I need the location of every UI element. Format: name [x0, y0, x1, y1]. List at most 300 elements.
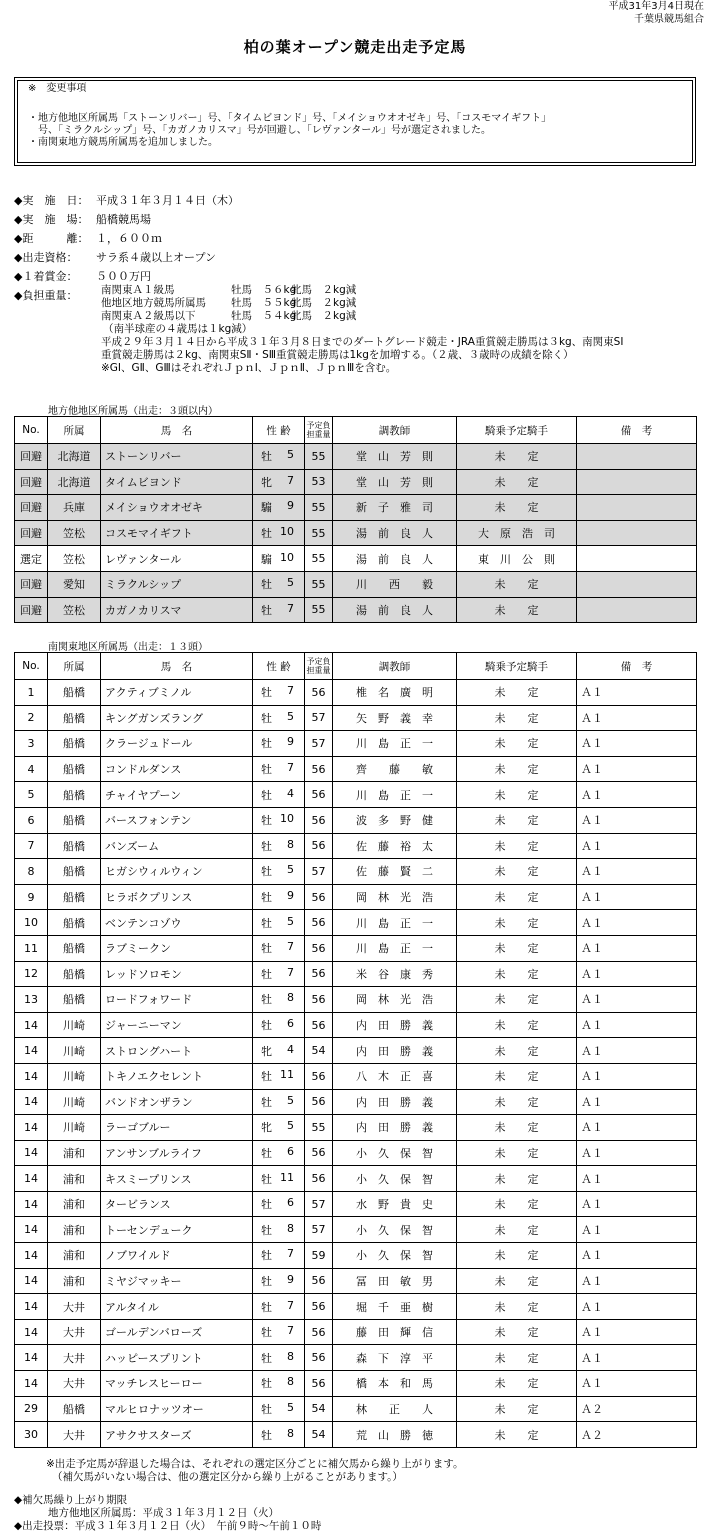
substitute-note-line: ※出走予定馬が辞退した場合は、それぞれの選定区分ごとに補欠馬から繰り上がります。	[46, 1458, 464, 1470]
deadline-line: 地方他地区所属馬：平成３１年３月１２日（火）	[48, 1507, 279, 1519]
cell-horse-name: バースフォンテン	[101, 807, 253, 833]
cell-sex-age	[253, 1422, 305, 1448]
cell-sex-age	[253, 833, 305, 859]
cell-affiliation: 浦和	[48, 1166, 101, 1192]
info-row	[14, 210, 239, 229]
cell-jockey: 未 定	[457, 935, 577, 961]
cell-weight: 56	[305, 1345, 333, 1371]
table-row	[15, 1012, 697, 1038]
cell-sex-age	[253, 1345, 305, 1371]
sex: 牡	[261, 993, 272, 1007]
cell-affiliation: 大井	[48, 1319, 101, 1345]
cell-weight: 56	[305, 1140, 333, 1166]
cell-horse-name: トキノエクセレント	[101, 1063, 253, 1089]
cell-remarks: Ａ２	[577, 1422, 697, 1448]
table-row	[15, 756, 697, 782]
cell-no: 3	[15, 731, 48, 757]
table-row	[15, 1140, 697, 1166]
cell-remarks: Ａ１	[577, 910, 697, 936]
cell-jockey: 未 定	[457, 833, 577, 859]
cell-remarks: Ａ１	[577, 987, 697, 1013]
cell-sex-age	[253, 782, 305, 808]
cell-weight: 56	[305, 756, 333, 782]
cell-remarks: Ａ１	[577, 1371, 697, 1397]
cell-remarks: Ａ１	[577, 1243, 697, 1269]
cell-affiliation: 川崎	[48, 1012, 101, 1038]
cell-affiliation: 船橋	[48, 961, 101, 987]
cell-jockey: 未 定	[457, 495, 577, 521]
cell-trainer: 冨 田 敏 男	[333, 1268, 457, 1294]
cell-weight: 55	[305, 1115, 333, 1141]
table-row	[15, 495, 697, 521]
cell-jockey: 未 定	[457, 731, 577, 757]
cell-jockey: 未 定	[457, 1319, 577, 1345]
cell-affiliation: 船橋	[48, 782, 101, 808]
cell-trainer: 椎 名 廣 明	[333, 680, 457, 706]
sex: 騸	[261, 552, 272, 566]
substitute-note-line: （補欠馬がいない場合は、他の選定区分から繰り上がることがあります。）	[52, 1471, 403, 1483]
age: 5	[287, 576, 294, 590]
table-header-row	[15, 653, 697, 680]
table-row	[15, 1063, 697, 1089]
cell-trainer: 湯 前 良 人	[333, 520, 457, 546]
cell-weight: 59	[305, 1243, 333, 1269]
cell-trainer: 内 田 勝 義	[333, 1115, 457, 1141]
cell-jockey: 未 定	[457, 1063, 577, 1089]
cell-trainer: 佐 藤 賢 二	[333, 859, 457, 885]
table-row	[15, 1243, 697, 1269]
sex: 牡	[261, 578, 272, 592]
cell-weight: 57	[305, 1191, 333, 1217]
cell-no: 回避	[15, 571, 48, 597]
burden-class: 南関東Ａ１級馬	[101, 284, 175, 296]
cell-jockey: 未 定	[457, 444, 577, 470]
cell-trainer: 湯 前 良 人	[333, 597, 457, 623]
table-row	[15, 731, 697, 757]
info-value: 平成３１年３月１４日（木）	[96, 194, 239, 207]
notice-line: ・南関東地方競馬所属馬を追加しました。	[28, 137, 218, 148]
cell-jockey: 未 定	[457, 1268, 577, 1294]
cell-affiliation: 大井	[48, 1422, 101, 1448]
cell-trainer: 八 木 正 喜	[333, 1063, 457, 1089]
cell-no: 14	[15, 1115, 48, 1141]
burden-class: 他地区地方競馬所属馬	[101, 297, 206, 309]
col-jockey: 騎乗予定騎手	[457, 653, 577, 680]
col-trainer: 調教師	[333, 653, 457, 680]
cell-trainer: 藤 田 輝 信	[333, 1319, 457, 1345]
cell-sex-age	[253, 495, 305, 521]
deadlines	[14, 1494, 321, 1533]
cell-no: 14	[15, 1319, 48, 1345]
cell-horse-name: キングガンズラング	[101, 705, 253, 731]
burden-male: 牡馬 ５６kg	[231, 284, 297, 296]
cell-affiliation: 船橋	[48, 1396, 101, 1422]
col-remarks: 備 考	[577, 653, 697, 680]
sex: 牡	[261, 1095, 272, 1109]
cell-remarks	[577, 495, 697, 521]
cell-sex-age	[253, 705, 305, 731]
age: 10	[280, 525, 294, 539]
cell-jockey: 大 原 浩 司	[457, 520, 577, 546]
cell-horse-name: ヒラボクプリンス	[101, 884, 253, 910]
info-value: １，６００ｍ	[96, 232, 162, 245]
age: 8	[287, 1221, 294, 1235]
cell-affiliation: 船橋	[48, 705, 101, 731]
cell-trainer: 林 正 人	[333, 1396, 457, 1422]
info-label: ◆負担重量：	[14, 289, 78, 302]
cell-remarks: Ａ１	[577, 1166, 697, 1192]
cell-horse-name: カガノカリスマ	[101, 597, 253, 623]
cell-affiliation: 兵庫	[48, 495, 101, 521]
cell-horse-name: アルタイル	[101, 1294, 253, 1320]
cell-weight: 54	[305, 1396, 333, 1422]
cell-weight: 56	[305, 1294, 333, 1320]
cell-weight: 56	[305, 1063, 333, 1089]
current-date: 平成31年3月4日現在	[608, 1, 704, 12]
cell-weight: 56	[305, 1089, 333, 1115]
cell-horse-name: チャイヤプーン	[101, 782, 253, 808]
table-row	[15, 910, 697, 936]
sex: 牡	[261, 865, 272, 879]
age: 5	[287, 1119, 294, 1133]
col-trainer: 調教師	[333, 417, 457, 444]
sex: 牡	[261, 1070, 272, 1084]
cell-no: 回避	[15, 520, 48, 546]
notice-line: 号、「ミラクルシップ」号、「カガノカリスマ」号が回避し、「レヴァンタール」号が選定されました。	[38, 125, 492, 136]
table-row	[15, 1089, 697, 1115]
change-notice-box	[14, 77, 696, 166]
cell-jockey: 未 定	[457, 1422, 577, 1448]
cell-trainer: 森 下 淳 平	[333, 1345, 457, 1371]
cell-no: 選定	[15, 546, 48, 572]
table-row	[15, 1166, 697, 1192]
cell-sex-age	[253, 1012, 305, 1038]
sex: 牡	[261, 527, 272, 541]
cell-no: 回避	[15, 469, 48, 495]
info-label: ◆実 施 日：	[14, 194, 89, 207]
cell-no: 12	[15, 961, 48, 987]
cell-horse-name: ノブワイルド	[101, 1243, 253, 1269]
table-row	[15, 1319, 697, 1345]
cell-trainer: 川 西 毅	[333, 571, 457, 597]
cell-sex-age	[253, 1371, 305, 1397]
cell-trainer: 湯 前 良 人	[333, 546, 457, 572]
cell-jockey: 未 定	[457, 1115, 577, 1141]
table-row	[15, 597, 697, 623]
cell-horse-name: ベンテンコゾウ	[101, 910, 253, 936]
cell-no: 6	[15, 807, 48, 833]
cell-remarks: Ａ１	[577, 1191, 697, 1217]
col-weight-line2: 担重量	[306, 666, 331, 675]
cell-trainer: 小 久 保 智	[333, 1217, 457, 1243]
cell-affiliation: 大井	[48, 1345, 101, 1371]
cell-no: 14	[15, 1345, 48, 1371]
cell-trainer: 佐 藤 裕 太	[333, 833, 457, 859]
col-no: No.	[15, 653, 48, 680]
cell-affiliation: 笠松	[48, 546, 101, 572]
cell-trainer: 堀 千 亜 樹	[333, 1294, 457, 1320]
cell-remarks: Ａ１	[577, 1115, 697, 1141]
info-value: ５００万円	[96, 270, 151, 283]
cell-remarks: Ａ１	[577, 1063, 697, 1089]
sex: 牡	[261, 1223, 272, 1237]
table-row	[15, 859, 697, 885]
table-row	[15, 935, 697, 961]
cell-horse-name: アサクサスターズ	[101, 1422, 253, 1448]
notice-title: ※ 変更事項	[28, 83, 87, 94]
cell-horse-name: コンドルダンス	[101, 756, 253, 782]
cell-affiliation: 川崎	[48, 1115, 101, 1141]
cell-no: 回避	[15, 495, 48, 521]
cell-no: 13	[15, 987, 48, 1013]
cell-sex-age	[253, 1140, 305, 1166]
age: 7	[287, 1298, 294, 1312]
cell-remarks: Ａ１	[577, 833, 697, 859]
cell-remarks: Ａ１	[577, 705, 697, 731]
cell-horse-name: ミラクルシップ	[101, 571, 253, 597]
cell-horse-name: ハッピースプリント	[101, 1345, 253, 1371]
cell-horse-name: マッチレスヒーロー	[101, 1371, 253, 1397]
col-weight-line2: 担重量	[306, 430, 331, 439]
cell-jockey: 未 定	[457, 597, 577, 623]
cell-horse-name: ゴールデンバローズ	[101, 1319, 253, 1345]
cell-sex-age	[253, 1396, 305, 1422]
burden-note: 平成２９年３月１４日から平成３１年３月８日までのダートグレード競走・JRA重賞競走勝馬は３kg、南関東SI	[101, 336, 624, 348]
cell-trainer: 新 子 雅 司	[333, 495, 457, 521]
age: 7	[287, 473, 294, 487]
cell-trainer: 堂 山 芳 則	[333, 469, 457, 495]
cell-weight: 56	[305, 1166, 333, 1192]
age: 8	[287, 1375, 294, 1389]
table-row	[15, 680, 697, 706]
cell-jockey: 未 定	[457, 1140, 577, 1166]
cell-remarks	[577, 597, 697, 623]
cell-remarks: Ａ１	[577, 884, 697, 910]
col-horse-name: 馬 名	[101, 417, 253, 444]
cell-no: 回避	[15, 444, 48, 470]
cell-jockey: 未 定	[457, 807, 577, 833]
sex: 牡	[261, 1249, 272, 1263]
age: 5	[287, 1400, 294, 1414]
cell-jockey: 未 定	[457, 1396, 577, 1422]
cell-remarks: Ａ１	[577, 1217, 697, 1243]
col-sex-age: 性 齢	[253, 653, 305, 680]
cell-sex-age	[253, 1063, 305, 1089]
cell-jockey: 未 定	[457, 680, 577, 706]
section-title-minami-kanto: 南関東地区所属馬（出走：１３頭）	[48, 642, 208, 653]
cell-affiliation: 船橋	[48, 910, 101, 936]
cell-weight: 54	[305, 1422, 333, 1448]
table-row	[15, 444, 697, 470]
cell-no: 8	[15, 859, 48, 885]
cell-affiliation: 北海道	[48, 469, 101, 495]
cell-affiliation: 大井	[48, 1294, 101, 1320]
cell-weight: 56	[305, 935, 333, 961]
cell-weight: 55	[305, 546, 333, 572]
cell-trainer: 堂 山 芳 則	[333, 444, 457, 470]
cell-trainer: 内 田 勝 義	[333, 1089, 457, 1115]
cell-sex-age	[253, 1294, 305, 1320]
cell-no: 14	[15, 1243, 48, 1269]
cell-remarks: Ａ１	[577, 961, 697, 987]
cell-trainer: 岡 林 光 浩	[333, 884, 457, 910]
cell-sex-age	[253, 884, 305, 910]
cell-remarks: Ａ１	[577, 680, 697, 706]
cell-sex-age	[253, 935, 305, 961]
age: 7	[287, 1324, 294, 1338]
age: 4	[287, 786, 294, 800]
cell-no: 2	[15, 705, 48, 731]
age: 5	[287, 709, 294, 723]
age: 5	[287, 863, 294, 877]
cell-no: 14	[15, 1038, 48, 1064]
sex: 牡	[261, 603, 272, 617]
other-regions-table	[14, 416, 697, 623]
cell-weight: 56	[305, 1371, 333, 1397]
sex: 牡	[261, 737, 272, 751]
cell-horse-name: ジャーニーマン	[101, 1012, 253, 1038]
cell-sex-age	[253, 1038, 305, 1064]
sex: 牡	[261, 1402, 272, 1416]
burden-note: 重賞競走勝馬は２kg、南関東SⅡ・SⅢ重賞競走勝馬は1kgを加増する。（２歳、３歳時の成績を除く）	[101, 349, 574, 361]
cell-no: 14	[15, 1063, 48, 1089]
cell-remarks	[577, 520, 697, 546]
cell-affiliation: 船橋	[48, 859, 101, 885]
col-sex-age: 性 齢	[253, 417, 305, 444]
sex: 牡	[261, 711, 272, 725]
cell-affiliation: 愛知	[48, 571, 101, 597]
cell-remarks: Ａ１	[577, 1038, 697, 1064]
sex: 牡	[261, 942, 272, 956]
cell-jockey: 未 定	[457, 1012, 577, 1038]
age: 5	[287, 914, 294, 928]
sex: 牡	[261, 1146, 272, 1160]
substitute-note	[46, 1458, 463, 1484]
cell-trainer: 波 多 野 健	[333, 807, 457, 833]
cell-weight: 56	[305, 1268, 333, 1294]
cell-remarks: Ａ１	[577, 1089, 697, 1115]
cell-affiliation: 船橋	[48, 987, 101, 1013]
cell-jockey: 未 定	[457, 1294, 577, 1320]
age: 11	[280, 1170, 294, 1184]
cell-affiliation: 船橋	[48, 731, 101, 757]
cell-affiliation: 船橋	[48, 833, 101, 859]
cell-jockey: 未 定	[457, 571, 577, 597]
cell-jockey: 未 定	[457, 1166, 577, 1192]
cell-no: 1	[15, 680, 48, 706]
cell-sex-age	[253, 1319, 305, 1345]
cell-sex-age	[253, 807, 305, 833]
cell-weight: 55	[305, 571, 333, 597]
table-row	[15, 1294, 697, 1320]
cell-sex-age	[253, 444, 305, 470]
table-row	[15, 1217, 697, 1243]
table-row	[15, 1422, 697, 1448]
info-label: ◆実 施 場：	[14, 213, 89, 226]
deadline-title: ◆補欠馬繰り上がり期限	[14, 1494, 128, 1506]
age: 7	[287, 940, 294, 954]
table-row	[15, 1268, 697, 1294]
cell-affiliation: 笠松	[48, 520, 101, 546]
age: 9	[287, 889, 294, 903]
table-row	[15, 1115, 697, 1141]
cell-horse-name: レッドソロモン	[101, 961, 253, 987]
table-row	[15, 1371, 697, 1397]
cell-jockey: 未 定	[457, 1243, 577, 1269]
cell-sex-age	[253, 910, 305, 936]
cell-remarks	[577, 444, 697, 470]
cell-jockey: 未 定	[457, 705, 577, 731]
sex: 牡	[261, 1428, 272, 1442]
info-label: ◆距 離：	[14, 232, 89, 245]
cell-weight: 56	[305, 1012, 333, 1038]
cell-no: 14	[15, 1371, 48, 1397]
col-weight	[305, 417, 333, 444]
cell-trainer: 齊 藤 敏	[333, 756, 457, 782]
age: 10	[280, 812, 294, 826]
age: 9	[287, 735, 294, 749]
col-jockey: 騎乗予定騎手	[457, 417, 577, 444]
cell-no: 14	[15, 1166, 48, 1192]
col-affiliation: 所属	[48, 417, 101, 444]
age: 8	[287, 1349, 294, 1363]
cell-jockey: 未 定	[457, 1371, 577, 1397]
table-row	[15, 546, 697, 572]
cell-sex-age	[253, 1089, 305, 1115]
cell-remarks: Ａ１	[577, 782, 697, 808]
cell-no: 14	[15, 1217, 48, 1243]
col-no: No.	[15, 417, 48, 444]
burden-male: 牡馬 ５４kg	[231, 310, 297, 322]
organization: 千葉県競馬組合	[634, 14, 704, 25]
age: 7	[287, 684, 294, 698]
cell-sex-age	[253, 1166, 305, 1192]
table-row	[15, 520, 697, 546]
sex: 牡	[261, 1274, 272, 1288]
cell-trainer: 川 島 正 一	[333, 935, 457, 961]
cell-sex-age	[253, 1191, 305, 1217]
burden-class: 南関東Ａ２級馬以下	[101, 310, 196, 322]
burden-male: 牡馬 ５５kg	[231, 297, 297, 309]
cell-sex-age	[253, 469, 305, 495]
cell-jockey: 未 定	[457, 884, 577, 910]
cell-sex-age	[253, 756, 305, 782]
cell-no: 7	[15, 833, 48, 859]
cell-jockey: 未 定	[457, 469, 577, 495]
cell-trainer: 小 久 保 智	[333, 1166, 457, 1192]
cell-weight: 56	[305, 884, 333, 910]
cell-trainer: 荒 山 勝 徳	[333, 1422, 457, 1448]
cell-sex-age	[253, 961, 305, 987]
sex: 牡	[261, 1377, 272, 1391]
age: 6	[287, 1144, 294, 1158]
cell-horse-name: コスモマイギフト	[101, 520, 253, 546]
cell-jockey: 未 定	[457, 1089, 577, 1115]
cell-horse-name: ラーゴブルー	[101, 1115, 253, 1141]
sex: 牡	[261, 450, 272, 464]
cell-affiliation: 笠松	[48, 597, 101, 623]
cell-affiliation: 浦和	[48, 1268, 101, 1294]
cell-weight: 57	[305, 705, 333, 731]
cell-affiliation: 川崎	[48, 1063, 101, 1089]
sex: 牡	[261, 1351, 272, 1365]
cell-trainer: 橋 本 和 馬	[333, 1371, 457, 1397]
sex: 牡	[261, 1300, 272, 1314]
cell-trainer: 川 島 正 一	[333, 910, 457, 936]
cell-remarks	[577, 469, 697, 495]
cell-weight: 57	[305, 731, 333, 757]
cell-weight: 56	[305, 1319, 333, 1345]
